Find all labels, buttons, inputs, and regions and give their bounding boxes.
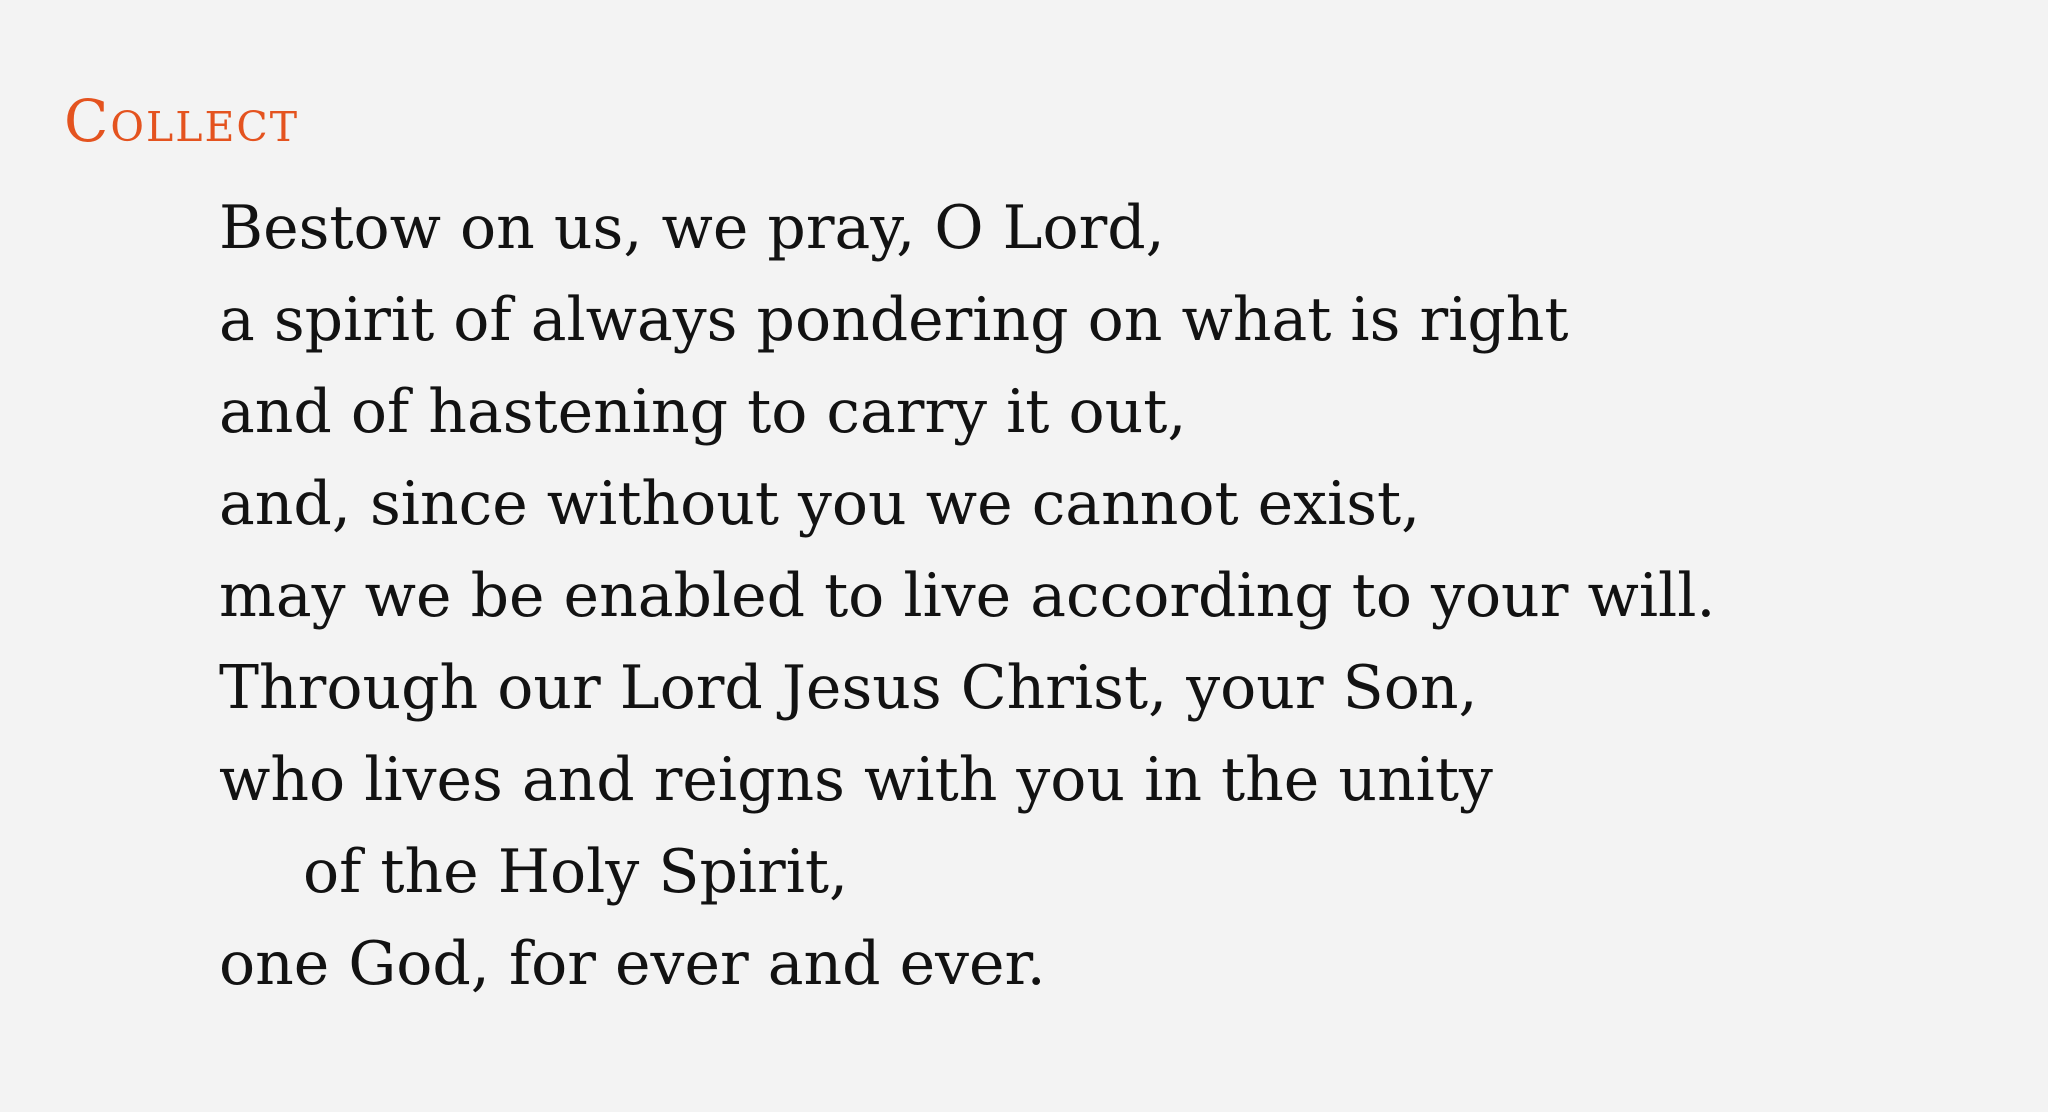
prayer-line: who lives and reigns with you in the unity — [219, 745, 1493, 815]
prayer-line: a spirit of always pondering on what is right — [219, 285, 1569, 355]
prayer-line: and of hastening to carry it out, — [219, 377, 1187, 447]
prayer-line: and, since without you we cannot exist, — [219, 469, 1421, 539]
prayer-text — [219, 182, 1715, 1010]
prayer-line-continuation: of the Holy Spirit, — [303, 837, 849, 907]
prayer-line: Through our Lord Jesus Christ, your Son, — [219, 653, 1478, 723]
prayer-line: one God, for ever and ever. — [219, 929, 1046, 999]
prayer-line: Bestow on us, we pray, O Lord, — [219, 193, 1165, 263]
section-heading: Collect — [64, 87, 300, 155]
prayer-line: may we be enabled to live according to your will. — [219, 561, 1716, 631]
